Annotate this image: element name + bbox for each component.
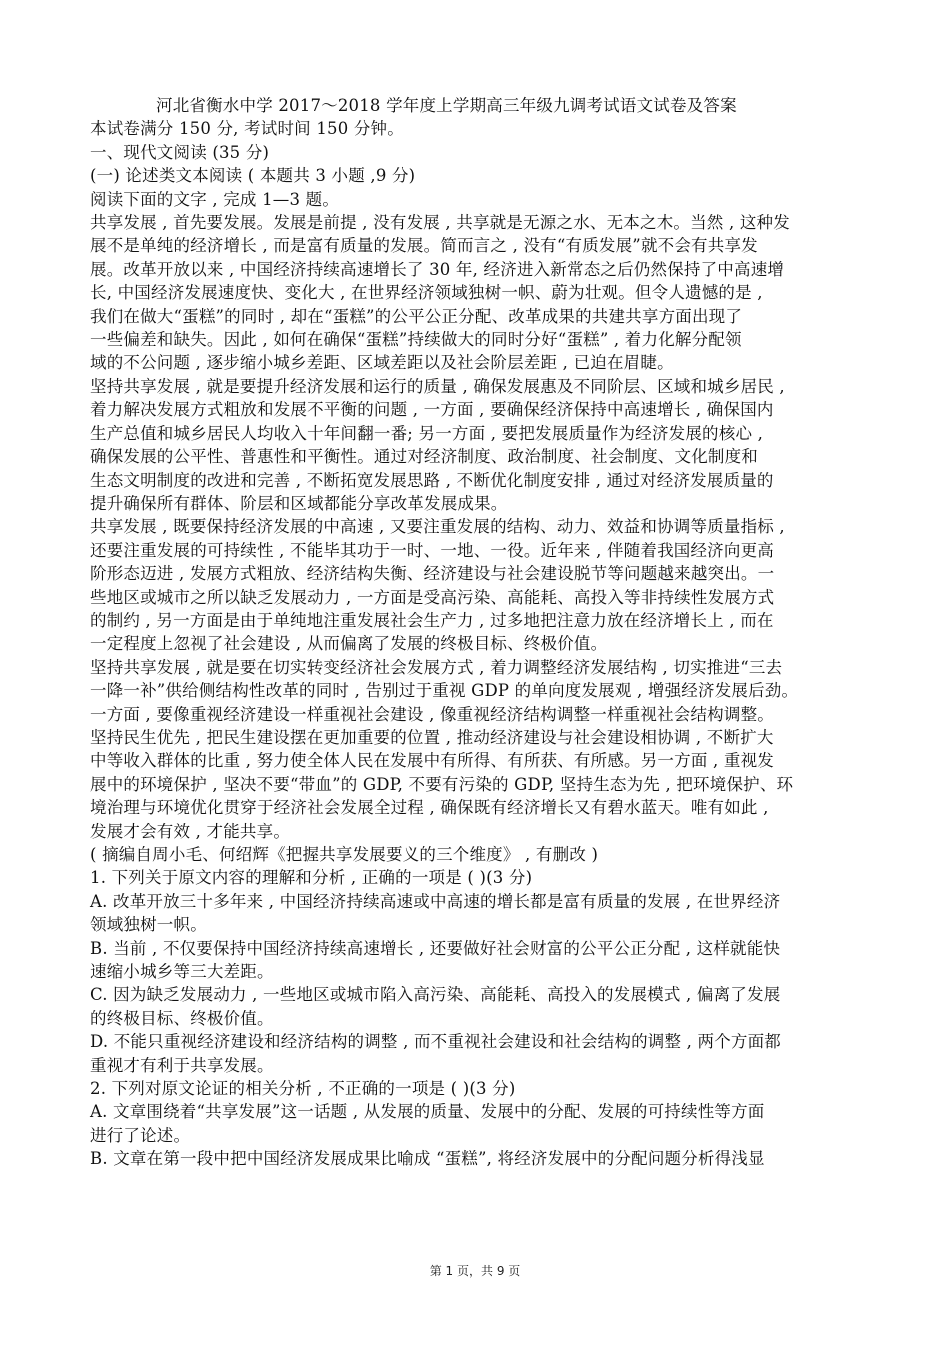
section-heading: 一、现代文阅读 (35 分)	[90, 142, 270, 162]
text-line: 着力解决发展方式粗放和发展不平衡的问题 , 一方面 , 要确保经济保持中高速增长 , 确保国内	[90, 400, 774, 420]
source-citation: ( 摘编自周小毛、何绍辉《把握共享发展要义的三个维度》 , 有删改 )	[90, 845, 599, 864]
text-line: 坚持共享发展 , 就是要在切实转变经济社会发展方式 , 着力调整经济发展结构 , 切实推进“三去	[90, 657, 783, 677]
text-line: 一降一补”供给侧结构性改革的同时 , 告别过于重视 GDP 的单向度发展观 , 增强经济发展后劲。	[90, 681, 799, 701]
text-line: 的制约 , 另一方面是由于单纯地注重发展社会生产力 , 过多地把注意力放在经济增长上 , 而在	[90, 610, 774, 630]
option-c: C. 因为缺乏发展动力 , 一些地区或城市陷入高污染、高能耗、高投入的发展模式 , 偏离了发展	[90, 985, 781, 1005]
instruction-line: 阅读下面的文字 , 完成 1—3 题。	[90, 189, 340, 209]
text-line: 生产总值和城乡居民人均收入十年间翻一番; 另一方面 , 要把发展质量作为经济发展的核心 ,	[90, 423, 764, 443]
option-b-continued: 速缩小城乡等三大差距。	[90, 962, 274, 982]
text-line: 展。改革开放以来 , 中国经济持续高速增长了 30 年, 经济进入新常态之后仍然保持了中高速增	[90, 259, 785, 279]
text-line: 一些偏差和缺失。因此 , 如何在确保“蛋糕”持续做大的同时分好“蛋糕” , 着力化解分配领	[90, 330, 742, 350]
text-line: 本试卷满分 150 分, 考试时间 150 分钟。	[90, 119, 404, 139]
text-line: 发展才会有效 , 才能共享。	[90, 821, 291, 841]
option-a: A. 改革开放三十多年来 , 中国经济持续高速或中高速的增长都是富有质量的发展 , 在世界经济	[90, 891, 781, 911]
text-line: 一定程度上忽视了社会建设 , 从而偏离了发展的终极目标、终极价值。	[90, 634, 608, 654]
option-d: D. 不能只重视经济建设和经济结构的调整 , 而不重视社会建设和社会结构的调整 , 两个方面都	[90, 1032, 781, 1052]
text-line: 展不是单纯的经济增长 , 而是富有质量的发展。简而言之 , 没有“有质发展”就不会有共享发	[90, 236, 758, 256]
text-line: 阶形态迈进 , 发展方式粗放、经济结构失衡、经济建设与社会建设脱节等问题越来越突出。一	[90, 564, 775, 584]
text-line: 一方面 , 要像重视经济建设一样重视社会建设 , 像重视经济结构调整一样重视社会结构调整。	[90, 704, 774, 724]
option-a-continued: 进行了论述。	[90, 1125, 191, 1145]
text-line: 些地区或城市之所以缺乏发展动力 , 一方面是受高污染、高能耗、高投入等非持续性发展方式	[90, 587, 775, 607]
option-c-continued: 的终极目标、终极价值。	[90, 1008, 274, 1028]
option-b: B. 文章在第一段中把中国经济发展成果比喻成 “蛋糕”, 将经济发展中的分配问题分析得浅显	[90, 1149, 765, 1169]
text-line: 还要注重发展的可持续性 , 不能毕其功于一时、一地、一役。近年来 , 伴随着我国经济向更高	[90, 540, 774, 560]
option-a: A. 文章围绕着“共享发展”这一话题 , 从发展的质量、发展中的分配、发展的可持续性等方面	[90, 1102, 765, 1122]
text-line: 提升确保所有群体、阶层和区域都能分享改革发展成果。	[90, 493, 508, 513]
text-line: 域的不公问题 , 逐步缩小城乡差距、区域差距以及社会阶层差距 , 已迫在眉睫。	[90, 353, 674, 373]
text-line: 生态文明制度的改进和完善 , 不断拓宽发展思路 , 不断优化制度安排 , 通过对经济发展质量的	[90, 470, 774, 490]
document-title: 河北省衡水中学 2017～2018 学年度上学期高三年级九调考试语文试卷及答案	[156, 96, 737, 115]
document-body	[90, 94, 870, 1171]
text-line: 共享发展 , 首先要发展。发展是前提 , 没有发展 , 共享就是无源之水、无本之木。当然 , 这种发	[90, 213, 790, 233]
text-line: 确保发展的公平性、普惠性和平衡性。通过对经济制度、政治制度、社会制度、文化制度和	[90, 447, 758, 467]
text-line: 坚持共享发展 , 就是要提升经济发展和运行的质量 , 确保发展惠及不同阶层、区域和城乡居民 ,	[90, 376, 785, 396]
subsection-heading: (一) 论述类文本阅读 ( 本题共 3 小题 ,9 分)	[90, 166, 416, 186]
question-1: 1. 下列关于原文内容的理解和分析 , 正确的一项是 ( )(3 分)	[90, 868, 533, 888]
page-footer: 第 1 页，共 9 页	[429, 1264, 521, 1278]
option-b: B. 当前 , 不仅要保持中国经济持续高速增长 , 还要做好社会财富的公平公正分配 , 这样就能快	[90, 938, 781, 958]
text-line: 我们在做大“蛋糕”的同时 , 却在“蛋糕”的公平公正分配、改革成果的共建共享方面出现了	[90, 306, 743, 326]
option-d-continued: 重视才有利于共享发展。	[90, 1055, 274, 1075]
text-line: 中等收入群体的比重 , 努力使全体人民在发展中有所得、有所获、有所感。另一方面 , 重视发	[90, 751, 774, 771]
text-line: 坚持民生优先 , 把民生建设摆在更加重要的位置 , 推动经济建设与社会建设相协调 , 不断扩大	[90, 727, 774, 747]
question-2: 2. 下列对原文论证的相关分析 , 不正确的一项是 ( )(3 分)	[90, 1079, 516, 1099]
text-line: 长, 中国经济发展速度快、变化大 , 在世界经济领域独树一帜、蔚为壮观。但令人遗憾的是 ,	[90, 283, 763, 303]
text-line: 共享发展 , 既要保持经济发展的中高速 , 又要注重发展的结构、动力、效益和协调等质量指标 ,	[90, 517, 785, 537]
text-line: 境治理与环境优化贯穿于经济社会发展全过程 , 确保既有经济增长又有碧水蓝天。唯有如此 ,	[90, 798, 769, 818]
option-a-continued: 领域独树一帜。	[90, 915, 207, 935]
text-line: 展中的环境保护 , 坚决不要“带血”的 GDP, 不要有污染的 GDP, 坚持生态为先 , 把环境保护、环	[90, 774, 794, 794]
